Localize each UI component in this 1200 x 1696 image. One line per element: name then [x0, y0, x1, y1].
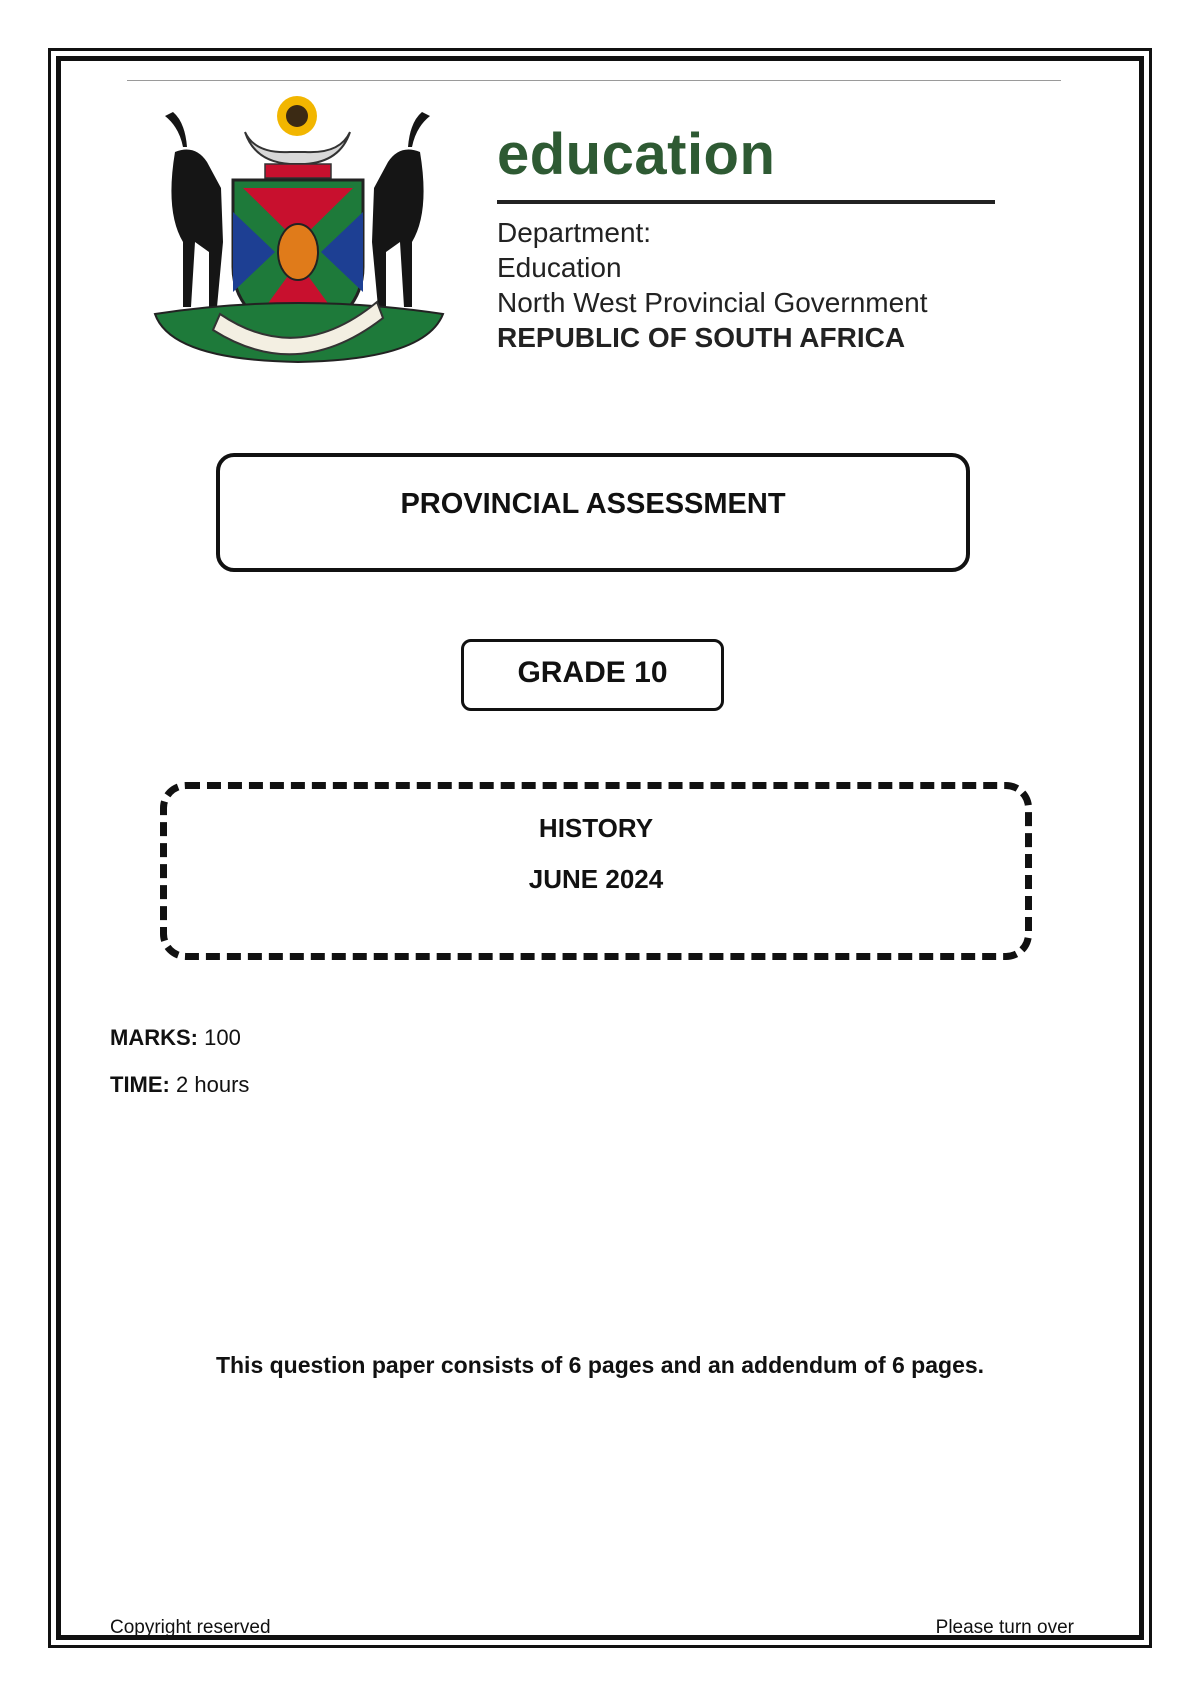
footer-copyright: Copyright reserved — [110, 1617, 271, 1638]
grade-label: GRADE 10 — [517, 656, 668, 689]
time-label: TIME: — [110, 1072, 170, 1097]
subject-box — [160, 782, 1032, 960]
footer-turn-over: Please turn over — [935, 1617, 1074, 1638]
department-line: Department: — [497, 217, 652, 248]
marks-label: MARKS: — [110, 1025, 198, 1050]
sunflower-icon — [277, 96, 317, 136]
education-wordmark: education — [497, 122, 776, 187]
page-count-notice: This question paper consists of 6 pages and an addendum of 6 pages. — [215, 1352, 985, 1378]
marks-value: 100 — [204, 1025, 241, 1050]
subject-title: HISTORY — [538, 813, 654, 843]
header-top-rule — [127, 80, 1061, 81]
exam-session: JUNE 2024 — [528, 864, 664, 894]
department-line: Education — [497, 252, 622, 283]
marks-line — [110, 1027, 241, 1049]
wordmark-underline — [497, 200, 995, 204]
antelope-right-icon — [372, 112, 430, 307]
assessment-title-box — [216, 453, 970, 572]
antelope-left-icon — [165, 112, 223, 307]
grade-box — [461, 639, 724, 711]
country-line: REPUBLIC OF SOUTH AFRICA — [497, 322, 906, 353]
coat-of-arms-icon — [125, 92, 470, 390]
time-value: 2 hours — [176, 1072, 250, 1097]
time-line — [110, 1074, 249, 1096]
assessment-title: PROVINCIAL ASSESSMENT — [400, 488, 786, 520]
department-line: North West Provincial Government — [497, 287, 928, 318]
